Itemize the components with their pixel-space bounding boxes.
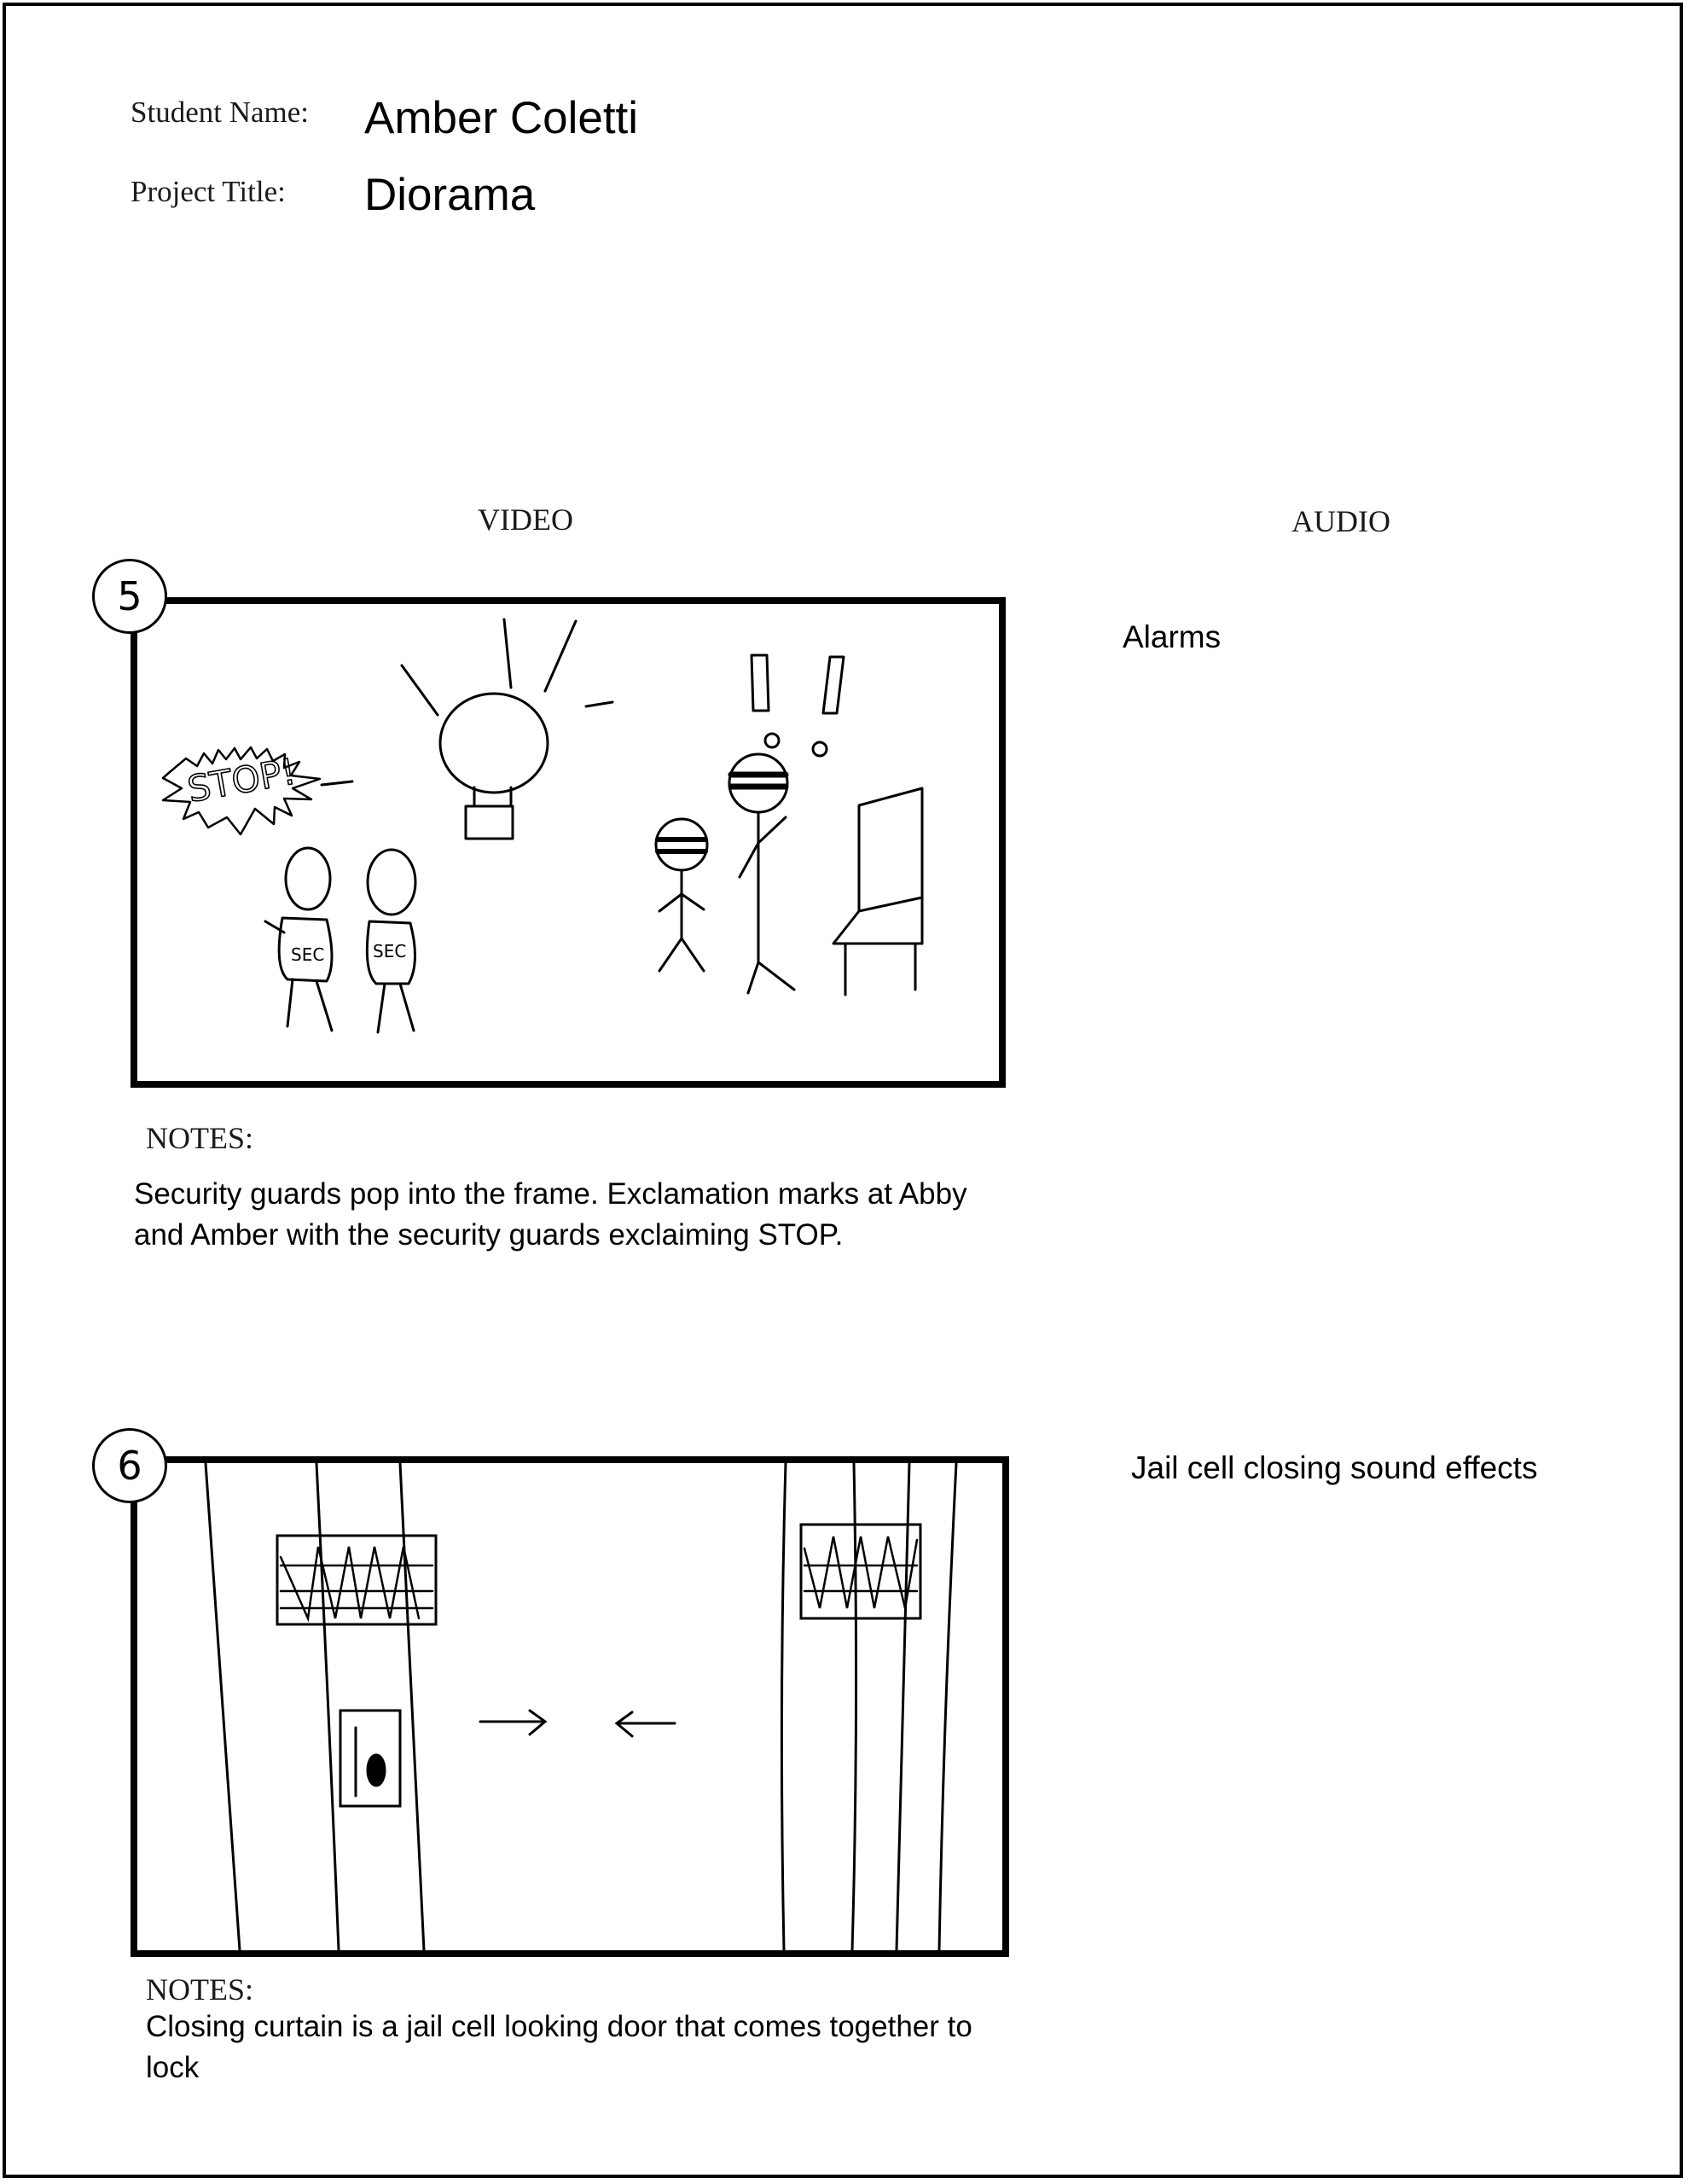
project-title-value: Diorama [364, 170, 536, 220]
guard-2-head [368, 850, 415, 915]
light-rays [402, 619, 612, 715]
notes-label-6: NOTES: [146, 1972, 253, 2007]
notes-label-5: NOTES: [146, 1121, 253, 1155]
video-column-header: VIDEO [478, 502, 573, 537]
exclamation-dot-1 [765, 734, 779, 747]
right-door-lines [781, 1463, 956, 1950]
storyboard-frame-5 [131, 597, 1006, 1088]
display-case-sketch [833, 788, 922, 995]
left-grate-scribble [281, 1547, 432, 1618]
arrow-left-icon [617, 1712, 675, 1736]
lightbulb-socket [466, 806, 513, 839]
student-name-value: Amber Coletti [364, 93, 639, 143]
audio-column-header: AUDIO [1291, 504, 1390, 538]
guard-2-limbs [378, 984, 414, 1032]
notes-text-6: Closing curtain is a jail cell looking door that comes together to lock [146, 2010, 972, 2084]
project-title-label: Project Title: [131, 175, 286, 208]
exclamation-marks [752, 655, 844, 713]
guard-1-head [286, 848, 330, 909]
audio-text-6: Jail cell closing sound effects [1131, 1450, 1538, 1485]
arrow-right-icon [480, 1711, 545, 1734]
burst-line [322, 781, 352, 785]
burglar-1-mask [658, 839, 705, 851]
panel-number-6: 6 [92, 1428, 167, 1503]
exclamation-dot-2 [813, 742, 827, 756]
guard-1-limbs [265, 921, 332, 1031]
guard-1-badge: SEC [291, 944, 325, 965]
burglar-1-head [656, 819, 707, 870]
sketch-jail-doors [137, 1463, 1002, 1950]
burglar-2-body [740, 812, 794, 993]
student-name-label: Student Name: [131, 96, 309, 129]
panel-number-5: 5 [92, 559, 167, 634]
guard-2-badge: SEC [373, 941, 407, 961]
notes-text-5: Security guards pop into the frame. Exclamation marks at Abby and Amber with the security guards exclaiming STOP. [134, 1177, 967, 1252]
burglar-1-body [659, 870, 704, 971]
right-grate-scribble [804, 1536, 917, 1608]
storyboard-frame-6 [131, 1456, 1009, 1957]
audio-text-5: Alarms [1123, 619, 1222, 654]
burglar-2-mask [731, 775, 786, 787]
sketch-security-guards [137, 604, 999, 1081]
keyhole-icon [368, 1755, 385, 1786]
stop-text: STOP! [184, 750, 299, 810]
burglar-2-head [729, 754, 787, 812]
left-window-grate [277, 1536, 436, 1624]
lightbulb-sketch [440, 694, 548, 793]
